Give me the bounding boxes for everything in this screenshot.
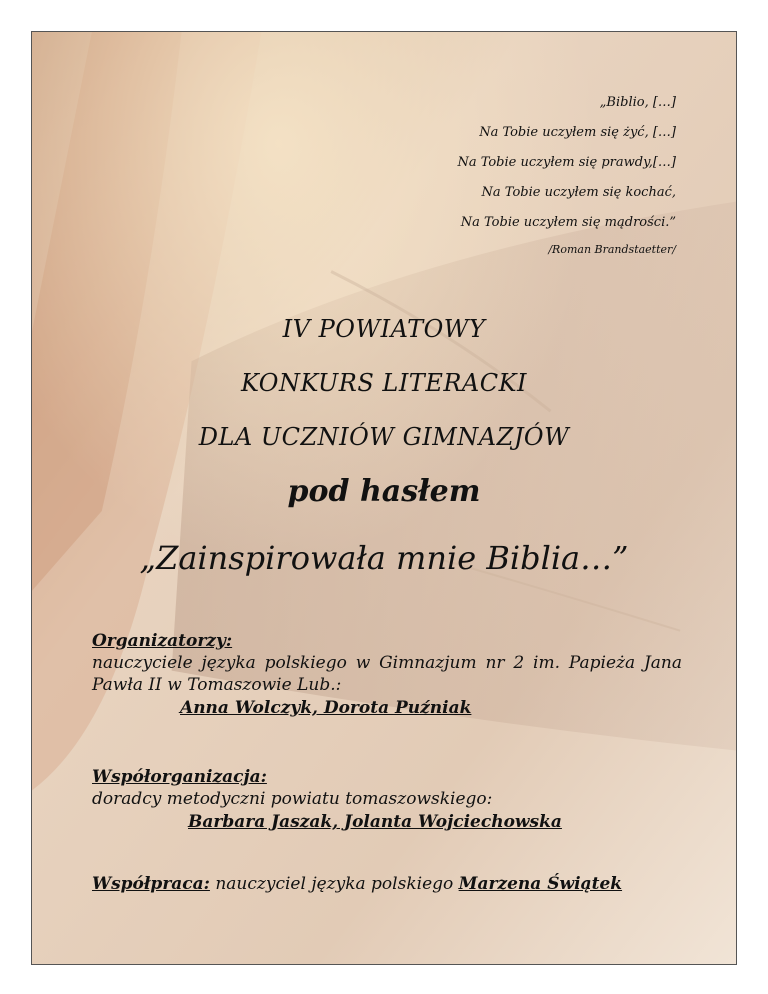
organizers-names: Anna Wolczyk, Dorota Puźniak: [180, 698, 472, 718]
cooperation-text: nauczyciel języka polskiego: [209, 874, 459, 894]
poster-page: [31, 31, 737, 965]
coorganization-heading: Współorganizacja:: [92, 767, 267, 787]
cooperation-section: [92, 872, 682, 896]
quote-line: Na Tobie uczyłem się prawdy,[…]: [457, 155, 676, 170]
organizers-section: [92, 630, 682, 720]
cooperation-name: Marzena Świątek: [458, 874, 623, 894]
organizers-heading: Organizatorzy:: [92, 631, 233, 651]
quote-line: Na Tobie uczyłem się mądrości.”: [460, 215, 676, 230]
quote-line: Na Tobie uczyłem się żyć, […]: [479, 125, 676, 140]
contest-subtitle: pod hasłem: [287, 474, 481, 509]
coorganization-names: Barbara Jaszak, Jolanta Wojciechowska: [188, 812, 562, 832]
coorganization-text: doradcy metodyczni powiatu tomaszowskiego:: [92, 789, 493, 809]
title-line: DLA UCZNIÓW GIMNAZJÓW: [198, 423, 570, 451]
title-line: KONKURS LITERACKI: [240, 369, 528, 397]
cooperation-heading: Współpraca:: [92, 874, 210, 894]
contest-motto: „Zainspirowała mnie Biblia…”: [139, 539, 629, 577]
coorganization-section: [92, 766, 682, 834]
quote-line: „Biblio, […]: [599, 95, 676, 110]
epigraph-quote: [457, 88, 676, 260]
title-line: IV POWIATOWY: [282, 315, 486, 343]
quote-line: Na Tobie uczyłem się kochać,: [481, 185, 676, 200]
organizers-text: nauczyciele języka polskiego w Gimnazjum nr 2 im. Papieża Jana Pawła II w Tomaszowie Lub.:: [92, 653, 682, 695]
contest-title: [32, 302, 736, 588]
quote-author: /Roman Brandstaetter/: [548, 243, 676, 256]
